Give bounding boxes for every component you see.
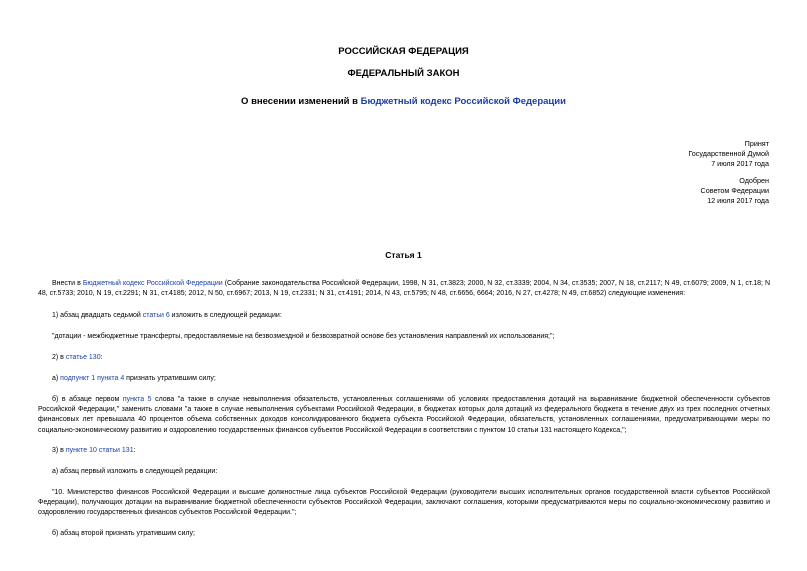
point-10-article-131-link[interactable]: пункте 10 статьи 131 (65, 447, 134, 454)
text-fragment: 1) абзац двадцать седьмой (52, 312, 143, 319)
law-title (0, 96, 807, 107)
point-5-link[interactable]: пункта 5 (122, 396, 152, 403)
paragraph-definition: "дотации - межбюджетные трансферты, предоставляемые на безвозмездной и безвозвратной основе без установления направлений их использования;"; (52, 333, 555, 340)
paragraph-intro (38, 279, 770, 299)
paragraph-item-3 (38, 446, 770, 456)
approved-date: 12 июля 2017 года (707, 196, 769, 205)
law-title-prefix: О внесении изменений в (241, 96, 361, 107)
approval-block (701, 176, 769, 206)
subclause-1-point-4-link[interactable]: подпункт 1 пункта 4 (60, 375, 125, 382)
approved-by: Советом Федерации (700, 186, 769, 195)
article-title: Статья 1 (385, 250, 422, 260)
text-fragment: 2) в (52, 354, 66, 361)
paragraph-item-1 (38, 311, 770, 321)
text-fragment: (Собрание законодательства Российской Федерации, 1998, N 31, ст.3823; 2000, N 32, ст.3339; 2004, N 34, ст.3535; 2007, N 18, ст.2117; N 49, ст.6079; 2009, N 1, ст.18; N 48, ст.5733; 2010, N 19, ст.2291; N 31, ст.4185; 2012, N 50, ст.6967; 2013, N 19, ст.2331; N 31, ст.4191; 2014, N 43, ст.5795; N 48, ст.6656, 6664; 2016, N 27, ст.4278; N 49, ст.6852) следующие изменения: (38, 280, 771, 298)
law-type-heading: ФЕДЕРАЛЬНЫЙ ЗАКОН (347, 68, 460, 79)
text-fragment: : (100, 354, 103, 361)
accepted-date: 7 июля 2017 года (711, 159, 769, 168)
paragraph-new-point-10: "10. Министерство финансов Российской Федерации и высшие должностные лица субъектов Российской Федерации (руководители высших исполнительных органов государственной власти субъектов Российской Федерации), получающих дотации на выравнивание бюджетной обеспеченности субъектов Российской Федерации, заключают соглашения, которыми предусматриваются меры по социально-экономическому развитию и оздоровлению государственных финансов субъектов Российской Федерации."; (38, 489, 770, 517)
accepted-label: Принят (744, 139, 769, 148)
accepted-by: Государственной Думой (688, 149, 769, 158)
approved-label: Одобрен (739, 176, 769, 185)
text-fragment: 3) в (52, 447, 66, 454)
budget-code-link-body[interactable]: Бюджетный кодекс Российской Федерации (82, 280, 223, 287)
paragraph-item-3b: б) абзац второй признать утратившим силу; (52, 530, 195, 537)
paragraph-item-2a (38, 374, 770, 384)
budget-code-link[interactable]: Бюджетный кодекс Российской Федерации (360, 96, 566, 107)
paragraph-item-2 (38, 353, 770, 363)
country-heading: РОССИЙСКАЯ ФЕДЕРАЦИЯ (338, 46, 469, 57)
paragraph-item-3a: а) абзац первый изложить в следующей редакции: (52, 468, 218, 475)
paragraph-item-2b (38, 395, 770, 436)
article-6-link[interactable]: статьи 6 (142, 312, 170, 319)
text-fragment: : (133, 447, 136, 454)
text-fragment: Внести в (52, 280, 83, 287)
adoption-block (688, 139, 769, 169)
text-fragment: слова "а также в случае невыполнения обязательств, установленных соглашениями об условиях предоставления дотаций на выравнивание бюджетной обеспеченности субъектов Российской Федерации," заменить словами "а также в случае невыполнения субъектами Российской Федерации, в бюджетах которых доля дотаций из федерального бюджета в течение двух из трех последних отчетных финансовых лет превышала 40 процентов объема собственных доходов консолидированного бюджета субъекта Российской Федерации, обязательств, установленных соглашениями, предусматривающими меры по социально-экономическому развитию и оздоровлению государственных финансов субъектов Российской Федерации в соответствии с пунктом 10 статьи 131 настоящего Кодекса,"; (38, 396, 771, 434)
text-fragment: б) в абзаце первом (52, 396, 123, 403)
text-fragment: изложить в следующей редакции: (169, 312, 282, 319)
text-fragment: признать утратившим силу; (124, 375, 216, 382)
text-fragment: а) (52, 375, 61, 382)
article-130-link[interactable]: статье 130 (65, 354, 101, 361)
